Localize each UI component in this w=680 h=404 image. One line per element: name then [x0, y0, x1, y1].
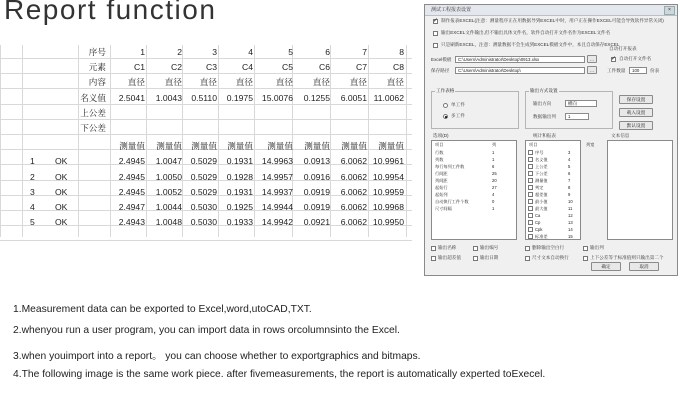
row-status: OK: [55, 171, 68, 182]
option-label: 制作报表EXCEL(注意：测量程序正在用数据导到EXCEL中时，用户正在操作EXCEL可能会导致软件异常关闭): [441, 18, 664, 23]
save-settings-button[interactable]: 保存设置: [619, 95, 653, 104]
output-direction-select[interactable]: 横向: [565, 100, 597, 107]
row-number: 2: [30, 171, 35, 182]
list-item-name: 起始行: [435, 185, 448, 190]
report-path-input[interactable]: C:\Users\Administrator\Desktop\: [455, 67, 585, 74]
cell-measured: 0.0919: [303, 202, 330, 212]
mode-multi-label: 多工件: [451, 113, 465, 118]
grid-line: [330, 45, 331, 237]
grid-line: [0, 240, 412, 241]
mode-multi-radio[interactable]: [443, 114, 448, 119]
list-item-name: Ca: [535, 213, 541, 218]
data-start-label: 数据输出列: [533, 114, 556, 119]
bottom-option-label: 删除输出空白行: [532, 245, 565, 250]
cell-measured: 14.9942: [261, 217, 293, 228]
interval-unit: 份表: [650, 68, 660, 73]
list-item-value: 20: [492, 178, 497, 183]
cell-columns: 3: [212, 47, 217, 57]
cell-elements: C8: [393, 62, 404, 73]
interval-input[interactable]: 100: [629, 67, 647, 74]
grid-line: [22, 45, 23, 237]
cell-measured: 0.5030: [190, 202, 217, 212]
bottom-option-label: 输出日期: [480, 255, 499, 260]
list-item-value: 7: [568, 178, 571, 183]
list-item-value: 列: [492, 142, 497, 147]
cell-elements: C5: [282, 62, 293, 73]
cell-columns: 5: [288, 47, 293, 57]
cell-measured-header: 测量值: [156, 141, 182, 152]
list-item-name: 超差值: [535, 192, 548, 197]
text-info-list[interactable]: [607, 140, 673, 240]
list-item-value: 列宽: [586, 142, 595, 147]
cell-measured: 0.0913: [303, 156, 330, 167]
cell-measured: 1.0048: [155, 217, 182, 228]
data-start-input[interactable]: 1: [565, 113, 589, 120]
cell-contents: 直径: [164, 77, 182, 88]
row-status: OK: [55, 202, 68, 212]
list-item-name: Cp: [535, 220, 541, 225]
list-item[interactable]: [526, 156, 580, 163]
cell-nominal: 11.0062: [373, 92, 404, 103]
ok-button[interactable]: 确定: [591, 262, 621, 271]
cell-measured: 0.1931: [226, 186, 253, 197]
cell-measured: 0.1933: [226, 217, 253, 228]
browse-template-button[interactable]: ...: [587, 55, 597, 63]
row-number: 4: [30, 202, 35, 212]
list-item-value: 14: [568, 227, 573, 232]
list-item-name: 名义值: [535, 157, 548, 162]
cell-measured: 6.0062: [340, 171, 367, 182]
cell-measured: 2.4945: [118, 156, 145, 167]
cancel-button[interactable]: 取消: [629, 262, 659, 271]
cell-columns: 8: [399, 47, 404, 57]
cell-contents: 直径: [349, 77, 367, 88]
work-mode-group: [431, 91, 519, 129]
cell-measured-header: 测量值: [341, 141, 367, 152]
excel-template-label: Excel模板: [431, 57, 452, 62]
row-header-label: 元素: [88, 62, 106, 73]
list-item-name: 行间距: [435, 171, 448, 176]
option-checkbox[interactable]: [433, 19, 438, 24]
cell-measured: 2.4943: [118, 217, 145, 228]
list-item[interactable]: [526, 184, 580, 191]
cell-columns: 4: [248, 47, 253, 57]
list-item-value: 0: [492, 199, 495, 204]
bottom-option-checkbox[interactable]: [583, 246, 588, 251]
output-group: [525, 91, 613, 129]
list-item-checkbox[interactable]: [528, 164, 533, 169]
cell-measured-header: 测量值: [378, 141, 404, 152]
cell-measured: 14.9957: [261, 171, 293, 182]
note-4: 4.The following image is the same work piece. after fivemeasurements, the report is automatically experted toExecel.: [13, 369, 546, 380]
cell-measured: 10.9950: [372, 217, 404, 228]
cell-measured: 2.4945: [118, 171, 145, 182]
cell-measured-header: 测量值: [304, 141, 330, 152]
cell-contents: 直径: [199, 77, 217, 88]
excel-template-input[interactable]: C:\Users\Administrator\Desktop\0913.xlsx: [455, 56, 585, 63]
list-item[interactable]: [432, 149, 516, 156]
grid-line: [406, 45, 407, 237]
cell-measured: 0.1931: [226, 156, 253, 167]
auto-open-checkbox[interactable]: [611, 57, 616, 62]
cell-contents: 直径: [275, 77, 293, 88]
list-header[interactable]: [432, 141, 516, 148]
note-1: 1.Measurement data can be exported to Excel,word,utoCAD,TXT.: [13, 304, 312, 315]
auto-save-label: 自动打开报表: [609, 46, 637, 51]
bottom-option-label: 输出超差值: [438, 255, 461, 260]
list-item-name: 最小值: [535, 199, 548, 204]
grid-line: [0, 58, 412, 59]
row-status: OK: [55, 156, 68, 167]
cell-measured-header: 测量值: [119, 141, 145, 152]
list-item-value: 12: [568, 213, 573, 218]
cell-measured: 1.0047: [155, 156, 182, 167]
list-item-name: 上公差: [535, 164, 548, 169]
cell-nominal: 1.0043: [155, 92, 182, 103]
list-item-checkbox[interactable]: [528, 199, 533, 204]
list-item-value: 5: [568, 164, 571, 169]
list-item-value: 27: [492, 185, 497, 190]
bottom-option-checkbox[interactable]: [525, 246, 530, 251]
cell-columns: 1: [140, 47, 145, 57]
list-item-name: 每行每列工件数: [435, 164, 465, 169]
cell-measured: 0.1928: [226, 171, 253, 182]
cell-measured: 0.0919: [303, 186, 330, 197]
list-item[interactable]: [526, 170, 580, 177]
list-item[interactable]: [526, 226, 580, 233]
row-header-label: 上公差: [80, 107, 106, 118]
cell-measured: 14.9963: [261, 156, 293, 167]
list-item-name: 列数: [435, 157, 444, 162]
close-icon[interactable]: ×: [664, 6, 675, 15]
list-item[interactable]: [526, 163, 580, 170]
grid-line: [0, 134, 412, 135]
list-item-name: 项目: [435, 142, 444, 147]
cell-contents: 直径: [312, 77, 330, 88]
cell-nominal: 2.5041: [118, 92, 145, 103]
list-item-value: 9: [568, 192, 571, 197]
cell-nominal: 0.1975: [226, 92, 253, 103]
list-item-name: 序号: [535, 150, 544, 155]
cell-columns: 6: [325, 47, 330, 57]
list-item-name: 尺寸间隔: [435, 206, 452, 211]
row-header-label: 内容: [88, 77, 106, 88]
list-item-name: 最大值: [535, 206, 548, 211]
list-item-checkbox[interactable]: [528, 227, 533, 232]
list-item-value: 25: [492, 171, 497, 176]
list-item-name: 下公差: [535, 171, 548, 176]
list-item[interactable]: [432, 177, 516, 184]
cell-elements: C4: [242, 62, 253, 73]
text-info-label: 文本信息: [611, 133, 630, 138]
cell-measured: 10.9968: [372, 202, 404, 212]
bottom-option-checkbox[interactable]: [583, 256, 588, 261]
mode-single-radio[interactable]: [443, 103, 448, 108]
bottom-option-label: 上下公差等于标准值则只输出第二个: [590, 255, 664, 260]
list-item-value: 8: [568, 185, 571, 190]
cell-nominal: 0.1255: [303, 92, 330, 103]
list-item-name: 行数: [435, 150, 444, 155]
page-title: Report function: [4, 0, 217, 25]
auto-open-label: 自动打开文件名: [619, 56, 652, 61]
cell-measured: 14.9944: [261, 202, 293, 212]
load-settings-button[interactable]: 载入设置: [619, 108, 653, 117]
cell-measured: 1.0052: [155, 186, 182, 197]
list-item[interactable]: [432, 170, 516, 177]
list-item[interactable]: [432, 184, 516, 191]
list-item-value: 1: [492, 157, 495, 162]
cell-measured: 6.0062: [340, 217, 367, 228]
list-item-value: 10: [568, 199, 573, 204]
layout-items-list[interactable]: [431, 140, 517, 240]
mode-single-label: 单工件: [451, 102, 465, 107]
default-settings-button[interactable]: 默认设置: [619, 121, 653, 130]
cell-elements: C2: [171, 62, 182, 73]
list-item-value: 6: [568, 171, 571, 176]
cell-measured: 6.0062: [340, 186, 367, 197]
bottom-option-label: 输出列: [590, 245, 604, 250]
cell-measured: 6.0062: [340, 156, 367, 167]
list-item[interactable]: [526, 198, 580, 205]
bottom-option-checkbox[interactable]: [473, 256, 478, 261]
cell-nominal: 0.5110: [191, 92, 217, 103]
grid-line: [182, 45, 183, 237]
row-status: OK: [55, 217, 68, 228]
option-checkbox[interactable]: [433, 31, 438, 36]
list-item-checkbox[interactable]: [528, 220, 533, 225]
list-item[interactable]: [432, 198, 516, 205]
list-item-value: 13: [568, 220, 573, 225]
cell-contents: 直径: [235, 77, 253, 88]
grid-line: [146, 45, 147, 237]
output-direction-label: 输出方向: [533, 101, 552, 106]
grid-line: [78, 45, 79, 237]
options-label: 选项(D): [433, 133, 449, 138]
list-item-checkbox[interactable]: [528, 178, 533, 183]
dialog-title: 测试工程报表设置: [431, 7, 472, 13]
report-path-label: 保存路径: [431, 68, 450, 73]
cell-measured: 0.5029: [190, 186, 217, 197]
grid-line: [218, 45, 219, 237]
list-item-value: 1: [492, 150, 495, 155]
list-item[interactable]: [526, 149, 580, 156]
cell-measured: 0.0921: [303, 217, 330, 228]
row-header-label: 下公差: [80, 123, 106, 133]
option-label: 输出EXCEL文件输出,但不输出具体文件名，软件自动打开文件名作为EXCEL文件名: [441, 30, 611, 35]
row-number: 5: [30, 217, 35, 228]
cell-measured: 0.0916: [303, 171, 330, 182]
list-item-value: 4: [568, 157, 571, 162]
cell-measured-header: 测量值: [191, 141, 217, 152]
list-item[interactable]: [432, 191, 516, 198]
list-item[interactable]: [432, 205, 516, 212]
row-header-label: 名义值: [80, 92, 106, 103]
list-item-value: 4: [492, 192, 495, 197]
cell-measured: 0.1925: [226, 202, 253, 212]
cell-contents: 直径: [386, 77, 404, 88]
grid-line: [254, 45, 255, 237]
cell-columns: 7: [362, 47, 367, 57]
cell-measured: 0.5030: [190, 217, 217, 228]
list-item[interactable]: [526, 191, 580, 198]
row-number: 3: [30, 186, 35, 197]
list-item-checkbox[interactable]: [528, 192, 533, 197]
browse-path-button[interactable]: ...: [587, 66, 597, 74]
list-item-name: Cpk: [535, 227, 543, 232]
option-label: 只是刷新EXCEL，注意：测量数据不会生成到EXCEL模板文件中，本且自动保存EXCEL: [441, 42, 620, 47]
cell-elements: C6: [319, 62, 330, 73]
list-item[interactable]: [526, 219, 580, 226]
list-header[interactable]: [526, 141, 595, 148]
bottom-option-label: 输出编号: [480, 245, 499, 250]
list-item-checkbox[interactable]: [528, 213, 533, 218]
list-item-name: 测量值: [535, 178, 548, 183]
list-item[interactable]: [526, 205, 580, 212]
list-item-name: 列间距: [435, 178, 448, 183]
row-header-label: 序号: [88, 47, 106, 57]
row-number: 1: [30, 156, 35, 167]
cell-measured: 0.5029: [190, 156, 217, 167]
cell-measured-header: 测量值: [227, 141, 253, 152]
cell-measured: 14.9937: [261, 186, 293, 197]
cell-measured: 10.9959: [372, 186, 404, 197]
bottom-option-checkbox[interactable]: [473, 246, 478, 251]
stats-items-list[interactable]: [525, 140, 595, 240]
list-item-checkbox[interactable]: [528, 185, 533, 190]
list-item-checkbox[interactable]: [528, 234, 533, 239]
cell-measured: 1.0050: [155, 171, 182, 182]
output-group-label: 输出方式设置: [530, 88, 558, 93]
row-status: OK: [55, 186, 68, 197]
cell-nominal: 6.0051: [340, 92, 367, 103]
grid-line: [110, 45, 111, 237]
work-mode-label: 工作表格: [436, 88, 455, 93]
stats-label: 统计和报表: [533, 133, 556, 138]
cell-measured: 6.0062: [340, 202, 367, 212]
excel-report-sheet: [0, 45, 412, 237]
bottom-option-checkbox[interactable]: [431, 256, 436, 261]
bottom-option-checkbox[interactable]: [525, 256, 530, 261]
cell-nominal: 15.0076: [261, 92, 293, 103]
cell-measured: 2.4947: [118, 202, 145, 212]
list-item-checkbox[interactable]: [528, 206, 533, 211]
cell-measured: 10.9954: [372, 171, 404, 182]
list-item-value: 6: [492, 164, 495, 169]
bottom-option-label: 输出名称: [438, 245, 457, 250]
cell-measured: 10.9961: [372, 156, 404, 167]
cell-measured: 0.5029: [190, 171, 217, 182]
interval-label: 工件数量: [607, 68, 626, 73]
cell-measured: 2.4945: [118, 186, 145, 197]
cell-columns: 2: [177, 47, 182, 57]
bottom-option-label: 尺寸文本自动换行: [532, 255, 569, 260]
cell-measured-header: 测量值: [267, 141, 293, 152]
grid-line: [368, 45, 369, 237]
list-item-value: 11: [568, 206, 573, 211]
grid-line: [0, 119, 412, 120]
list-item-name: 项目: [529, 142, 538, 147]
option-checkbox[interactable]: [433, 43, 438, 48]
list-item-value: 15: [568, 234, 573, 239]
list-item-name: 起始列: [435, 192, 448, 197]
list-item-name: 判定: [535, 185, 544, 190]
list-item-value: 3: [568, 150, 571, 155]
grid-line: [0, 45, 1, 237]
list-item-name: 自动换行工件个数: [435, 199, 469, 204]
list-item-value: 1: [492, 206, 495, 211]
list-item[interactable]: [432, 156, 516, 163]
note-3: 3.when youimport into a report。 you can choose whether to exportgraphics and bitmaps.: [13, 351, 421, 362]
list-item-checkbox[interactable]: [528, 157, 533, 162]
list-item[interactable]: [526, 233, 580, 240]
cell-contents: 直径: [127, 77, 145, 88]
cell-measured: 1.0044: [155, 202, 182, 212]
list-item[interactable]: [526, 212, 580, 219]
bottom-option-checkbox[interactable]: [431, 246, 436, 251]
cell-elements: C1: [134, 62, 145, 73]
cell-elements: C7: [356, 62, 367, 73]
list-item[interactable]: [432, 163, 516, 170]
cell-elements: C3: [206, 62, 217, 73]
report-settings-dialog: [424, 4, 678, 276]
list-item-checkbox[interactable]: [528, 150, 533, 155]
list-item-checkbox[interactable]: [528, 171, 533, 176]
list-item-name: 标准差: [535, 234, 548, 239]
note-2: 2.whenyou run a user program, you can import data in rows orcolumnsinto the Excel.: [13, 325, 400, 336]
list-item[interactable]: [526, 177, 580, 184]
